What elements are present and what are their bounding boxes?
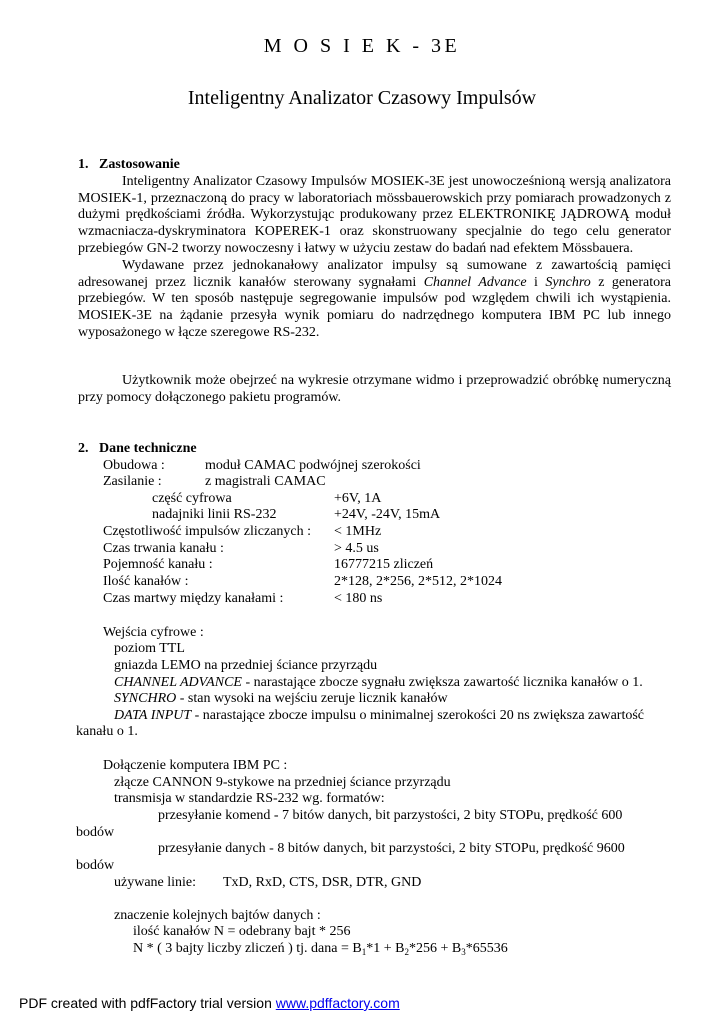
section-zastosowanie-extra [78,373,671,407]
formula-text: *256 + B [408,941,462,956]
lines-label: używane linie: [114,875,197,890]
formula-text: *65536 [465,941,508,956]
spec-value: +24V, -24V, 15mA [334,507,441,522]
section-heading [78,441,671,458]
spec-value: < 180 ns [334,591,383,606]
pc-transmission: transmisja w standardzie RS-232 wg. formatów: [114,791,385,806]
document-subtitle: Inteligentny Analizator Czasowy Impulsów [187,87,537,109]
signal-description: - narastające zbocze impulsu o minimalnej szerokości 20 ns zwiększa zawartość [191,708,645,723]
pc-title: Dołączenie komputera IBM PC : [103,758,288,773]
signal-name: SYNCHRO [114,691,177,706]
spec-label: Czas trwania kanału : [103,541,224,556]
pc-data-format: przesyłanie danych - 8 bitów danych, bit parzystości, 2 bity STOPu, prędkość 9600 [158,841,625,856]
section-heading [78,157,671,174]
spec-value: < 1MHz [334,524,382,539]
spec-label: Częstotliwość impulsów zliczanych : [103,524,312,539]
formula-text: *1 + B [366,941,405,956]
signal-description: - stan wysoki na wejściu zeruje licznik kanałów [176,691,448,706]
formula-text: N * ( 3 bajty liczby zliczeń ) tj. dana = B [133,941,362,956]
inputs-level: poziom TTL [114,641,185,656]
pc-command-format-continued: bodów [76,825,115,840]
spec-value: z magistrali CAMAC [205,474,326,489]
paragraph: Użytkownik może obejrzeć na wykresie otrzymane widmo i przeprowadzić obróbkę numeryczną przy pomocy dołączonego pakietu programów. [78,373,671,405]
input-channel-advance [114,675,643,692]
spec-label: Zasilanie : [103,474,162,489]
spec-value: > 4.5 us [334,541,379,556]
signal-description: - narastające zbocze sygnału zwiększa zawartość licznika kanałów o 1. [241,675,643,690]
paragraph [78,258,671,342]
spec-value: 16777215 zliczeń [334,557,434,572]
spec-label: Ilość kanałów : [103,574,189,589]
spec-label: Obudowa : [103,458,165,473]
spec-label: Pojemność kanału : [103,557,213,572]
subscript: 2 [404,947,409,957]
paragraph-text: Wydawane przez jednokanałowy analizator impulsy są sumowane z zawartością pamięci adresowanej przez licznik kanałów sterowany sygnałami [78,257,671,290]
signal-name: Channel Advance [423,274,527,290]
section-zastosowanie [78,157,671,342]
input-synchro [114,691,448,708]
section-number: 1. [78,157,89,172]
section-title: Zastosowanie [99,157,180,172]
bytes-channel-count: ilość kanałów N = odebrany bajt * 256 [133,924,351,939]
pc-data-format-continued: bodów [76,858,115,873]
paragraph-text: i [526,274,546,290]
paragraph-text: z generatora przebiegów. W ten sposób następuje segregowanie impulsów pod względem chwili ich wystąpienia. MOSIEK-3E na żądanie przesyła wynik pomiaru do nadrzędnego komputera IBM PC lub innego wyposażonego w łącze szeregowe RS-232. [78,274,671,340]
input-data-input [114,708,644,725]
bytes-title: znaczenie kolejnych bajtów danych : [114,908,321,923]
signal-description-continued: kanału o 1. [76,724,138,739]
signal-name: CHANNEL ADVANCE [114,675,242,690]
lines-value: TxD, RxD, CTS, DSR, DTR, GND [223,875,422,890]
footer-text: PDF created with pdfFactory trial version [19,995,276,1011]
paragraph: Inteligentny Analizator Czasowy Impulsów MOSIEK-3E jest unowocześnioną wersją analizatora MOSIEK-1, przeznaczoną do pracy w laboratoriach mössbauerowskich przy pomiarach prowadzonych z dużymi prędkościami źródła. Wykorzystując produkowany przez ELEKTRONIKĘ JĄDROWĄ moduł wzmacniacza-dyskryminatora KOPEREK-1 oraz skonstruowany specjalnie do tego celu generator przebiegów GN-2 tworzy nowoczesny i łatwy w użyciu zestaw do badań nad efektem Mössbauera. [78,173,671,256]
signal-name: DATA INPUT [114,708,192,723]
signal-name: Synchro [545,274,591,290]
pc-command-format: przesyłanie komend - 7 bitów danych, bit parzystości, 2 bity STOPu, prędkość 600 [158,808,623,823]
inputs-title: Wejścia cyfrowe : [103,625,204,640]
pc-connector: złącze CANNON 9-stykowe na przedniej ściance przyrządu [114,775,451,790]
section-title: Dane techniczne [99,441,197,456]
spec-label: nadajniki linii RS-232 [152,507,277,522]
spec-label: część cyfrowa [152,491,232,506]
section-number: 2. [78,441,89,456]
spec-value: moduł CAMAC podwójnej szerokości [205,458,421,473]
inputs-sockets: gniazda LEMO na przedniej ściance przyrządu [114,658,378,673]
spec-label: Czas martwy między kanałami : [103,591,284,606]
spec-value: +6V, 1A [334,491,382,506]
pdf-footer [19,995,400,1012]
spec-value: 2*128, 2*256, 2*512, 2*1024 [334,574,502,589]
document-title: M O S I E K - 3E [263,35,461,57]
subscript: 1 [361,947,367,957]
section-dane-techniczne [78,441,671,458]
bytes-formula [133,941,508,958]
pdffactory-link[interactable]: www.pdffactory.com [275,995,400,1011]
subscript: 3 [461,947,466,957]
